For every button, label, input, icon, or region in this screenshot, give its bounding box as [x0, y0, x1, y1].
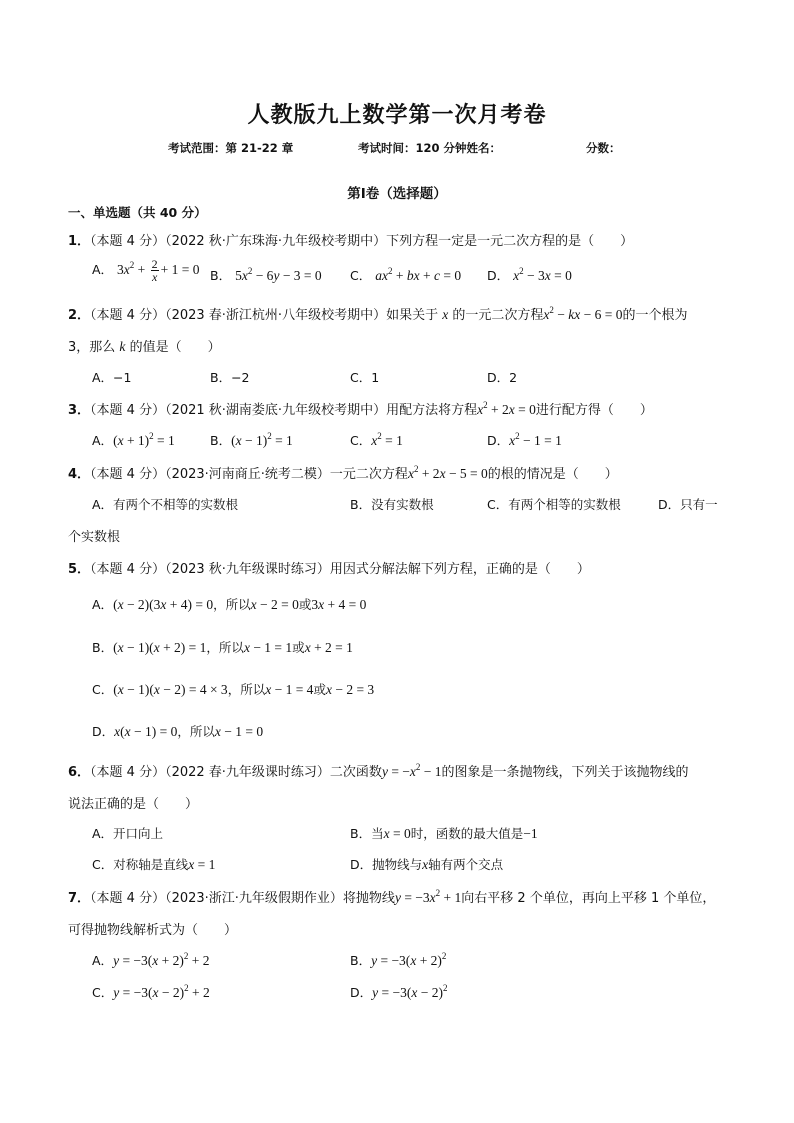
- question-text: （本题 4 分）（2022 春·九年级课时练习）二次函数: [90, 765, 382, 780]
- option-7c[interactable]: [92, 983, 210, 1001]
- option-1d[interactable]: [487, 266, 572, 284]
- math-expr: $ax^2$ + bx + c = 0: [375, 266, 462, 283]
- option-text: B．当: [350, 826, 384, 841]
- fraction: $\frac{2}{x}$: [151, 257, 158, 284]
- math-expr: x = 0: [383, 826, 411, 841]
- question-text: （本题 4 分）（2023 春·浙江杭州·八年级校考期中）如果关于: [90, 308, 439, 323]
- option-4d-cont: 个实数根: [68, 530, 121, 545]
- option-7b[interactable]: [350, 951, 446, 969]
- math-expr: + 1 = 0: [160, 262, 200, 277]
- math-expr: x(x − 1) = 0: [114, 724, 178, 739]
- option-2c[interactable]: C．1: [350, 370, 380, 385]
- math-expr: $3x^2$ +: [117, 260, 149, 277]
- option-text: ，所以: [227, 682, 266, 697]
- option-text: 或: [292, 640, 305, 655]
- option-text: 轴有两个交点: [428, 857, 504, 872]
- option-label: C．: [350, 433, 372, 448]
- exam-score: 分数：: [586, 141, 621, 155]
- question-number: 4．: [68, 467, 91, 482]
- question-text: 的一元二次方程: [452, 308, 544, 323]
- option-text: ，所以: [206, 640, 244, 655]
- math-expr: $x^2 + 2x - 5 = 0$: [407, 464, 488, 481]
- math-var: k: [119, 339, 126, 354]
- question-text: （本题 4 分）（2023·浙江·九年级假期作业）将抛物线: [90, 891, 395, 906]
- option-label: B．: [210, 268, 232, 283]
- option-label: B．: [210, 433, 232, 448]
- option-3d[interactable]: [487, 431, 562, 449]
- question-6-cont: 说法正确的是（ ）: [68, 797, 199, 812]
- option-5c[interactable]: [92, 680, 374, 698]
- math-expr: (x − 1)(x + 2) = 1: [113, 640, 207, 655]
- option-label: C．: [92, 985, 114, 1000]
- question-text: 向右平移 2 个单位，再向上平移 1 个单位，: [461, 891, 716, 906]
- exam-range: 考试范围：第 21-22 章: [168, 141, 294, 155]
- math-expr: x + 2 = 1: [304, 640, 353, 655]
- option-6d[interactable]: [350, 855, 503, 873]
- question-text: （本题 4 分）（2022 秋·广东珠海·九年级校考期中）下列方程一定是一元二次方程的是（ ）: [90, 234, 634, 249]
- question-number: 7．: [68, 891, 91, 906]
- option-5d[interactable]: [92, 722, 263, 740]
- math-expr: $x^2 - 3x = 0$: [513, 266, 572, 283]
- question-2: [68, 304, 687, 323]
- math-expr: x − 2 = 0: [250, 597, 299, 612]
- option-text: ，所以: [213, 597, 251, 612]
- option-2b[interactable]: B．−2: [210, 370, 250, 385]
- question-5: [68, 558, 590, 577]
- math-expr: x − 1 = 1: [243, 640, 293, 655]
- math-expr: $x^2 - 1 = 1$: [509, 431, 562, 448]
- math-expr: $y = -3(x + 2)^2$: [371, 951, 447, 968]
- question-text: 3，那么: [68, 340, 116, 355]
- question-number: 5．: [68, 562, 91, 577]
- question-text: （本题 4 分）（2021 秋·湖南娄底·九年级校考期中）用配方法将方程: [90, 403, 478, 418]
- math-expr: $(x - 1)^2 = 1$: [231, 431, 293, 448]
- option-label: A．: [92, 953, 114, 968]
- math-expr: $y = -3(x + 2)^2 + 2$: [113, 951, 210, 968]
- option-6b[interactable]: [350, 824, 538, 842]
- math-expr: x − 1 = 4: [265, 682, 314, 697]
- question-number: 2．: [68, 308, 91, 323]
- math-expr: $y = -3(x - 2)^2 + 2$: [113, 983, 210, 1000]
- option-label: B．: [350, 953, 372, 968]
- math-expr: x = 1: [188, 857, 216, 872]
- question-number: 3．: [68, 403, 91, 418]
- option-label: C．: [350, 268, 372, 283]
- question-text: （本题 4 分）（2023 秋·九年级课时练习）用因式分解法解下列方程，正确的是（ ）: [90, 562, 590, 577]
- question-3: [68, 399, 653, 418]
- option-label: A．: [92, 597, 114, 612]
- question-6: [68, 761, 689, 780]
- option-label: D．: [487, 433, 510, 448]
- option-label: A．: [92, 262, 114, 277]
- option-3c[interactable]: [350, 431, 403, 449]
- option-text: 时，函数的最大值是: [410, 826, 524, 841]
- math-expr: (x − 2)(3x + 4) = 0: [113, 597, 214, 612]
- option-3b[interactable]: [210, 431, 293, 449]
- option-6a[interactable]: A．开口向上: [92, 826, 164, 841]
- section-title: 第Ⅰ卷（选择题）: [347, 186, 447, 202]
- math-expr: x − 1 = 0: [214, 724, 264, 739]
- question-7: [68, 887, 715, 906]
- option-label: A．: [92, 433, 114, 448]
- question-text: 进行配方得（ ）: [535, 403, 653, 418]
- math-expr: $(x + 1)^2 = 1$: [113, 431, 175, 448]
- option-6c[interactable]: [92, 855, 215, 873]
- math-expr: $y = -x^2 - 1$: [381, 762, 442, 779]
- question-1: [68, 230, 633, 249]
- question-number: 6．: [68, 765, 91, 780]
- option-1b[interactable]: [210, 266, 322, 284]
- exam-title: 人教版九上数学第一次月考卷: [247, 103, 547, 128]
- option-4d[interactable]: D．只有一: [658, 497, 718, 512]
- math-expr: −1: [523, 826, 538, 841]
- option-1c[interactable]: [350, 266, 461, 284]
- question-text: 的一个根为: [622, 308, 688, 323]
- option-label: B．: [92, 640, 114, 655]
- option-5b[interactable]: [92, 638, 353, 656]
- math-expr: $x^2 = 1$: [371, 431, 403, 448]
- option-2a[interactable]: A．−1: [92, 370, 132, 385]
- question-4: [68, 463, 618, 482]
- option-label: D．: [350, 985, 373, 1000]
- question-7-cont: 可得抛物线解析式为（ ）: [68, 923, 238, 938]
- option-text: ，所以: [177, 724, 215, 739]
- option-4a[interactable]: A．有两个不相等的实数根: [92, 497, 239, 512]
- option-3a[interactable]: [92, 431, 175, 449]
- option-1a[interactable]: [92, 258, 200, 283]
- option-text: D．抛物线与: [350, 857, 423, 872]
- math-var: x: [442, 307, 449, 322]
- question-text: 的图象是一条抛物线，下列关于该抛物线的: [441, 765, 689, 780]
- question-number: 1．: [68, 234, 91, 249]
- option-7d[interactable]: [350, 983, 447, 1001]
- math-expr: x − 2 = 3: [325, 682, 375, 697]
- subsection-title: 一、单选题（共 40 分）: [68, 205, 207, 220]
- math-expr: $y = -3(x - 2)^2$: [372, 983, 448, 1000]
- option-label: D．: [487, 268, 510, 283]
- option-text: C．对称轴是直线: [92, 857, 189, 872]
- question-text: （本题 4 分）（2023·河南商丘·统考二模）一元二次方程: [90, 467, 408, 482]
- option-text: 或: [298, 597, 312, 612]
- math-expr: $y = -3x^2 + 1$: [394, 888, 462, 905]
- option-text: 或: [313, 682, 326, 697]
- math-var: x: [422, 857, 429, 872]
- math-expr: (x − 1)(x − 2) = 4 × 3: [113, 682, 228, 697]
- option-label: D．: [92, 724, 115, 739]
- question-text: 的值是（ ）: [129, 340, 221, 355]
- option-2d[interactable]: D．2: [487, 370, 518, 385]
- option-7a[interactable]: [92, 951, 210, 969]
- exam-time-name: 考试时间：120 分钟姓名：: [358, 141, 502, 155]
- math-expr: $x^2$ − kx − 6 = 0: [543, 305, 623, 322]
- math-expr: 3x + 4 = 0: [311, 597, 367, 612]
- math-expr: $5x^2 - 6y - 3 = 0$: [235, 266, 322, 283]
- question-2-cont: [68, 336, 221, 355]
- option-label: C．: [92, 682, 114, 697]
- math-expr: $x^2 + 2x = 0$: [477, 400, 536, 417]
- option-5a[interactable]: [92, 595, 366, 613]
- option-4c[interactable]: C．有两个相等的实数根: [487, 497, 621, 512]
- question-text: 的根的情况是（ ）: [487, 467, 618, 482]
- option-4b[interactable]: B．没有实数根: [350, 497, 434, 512]
